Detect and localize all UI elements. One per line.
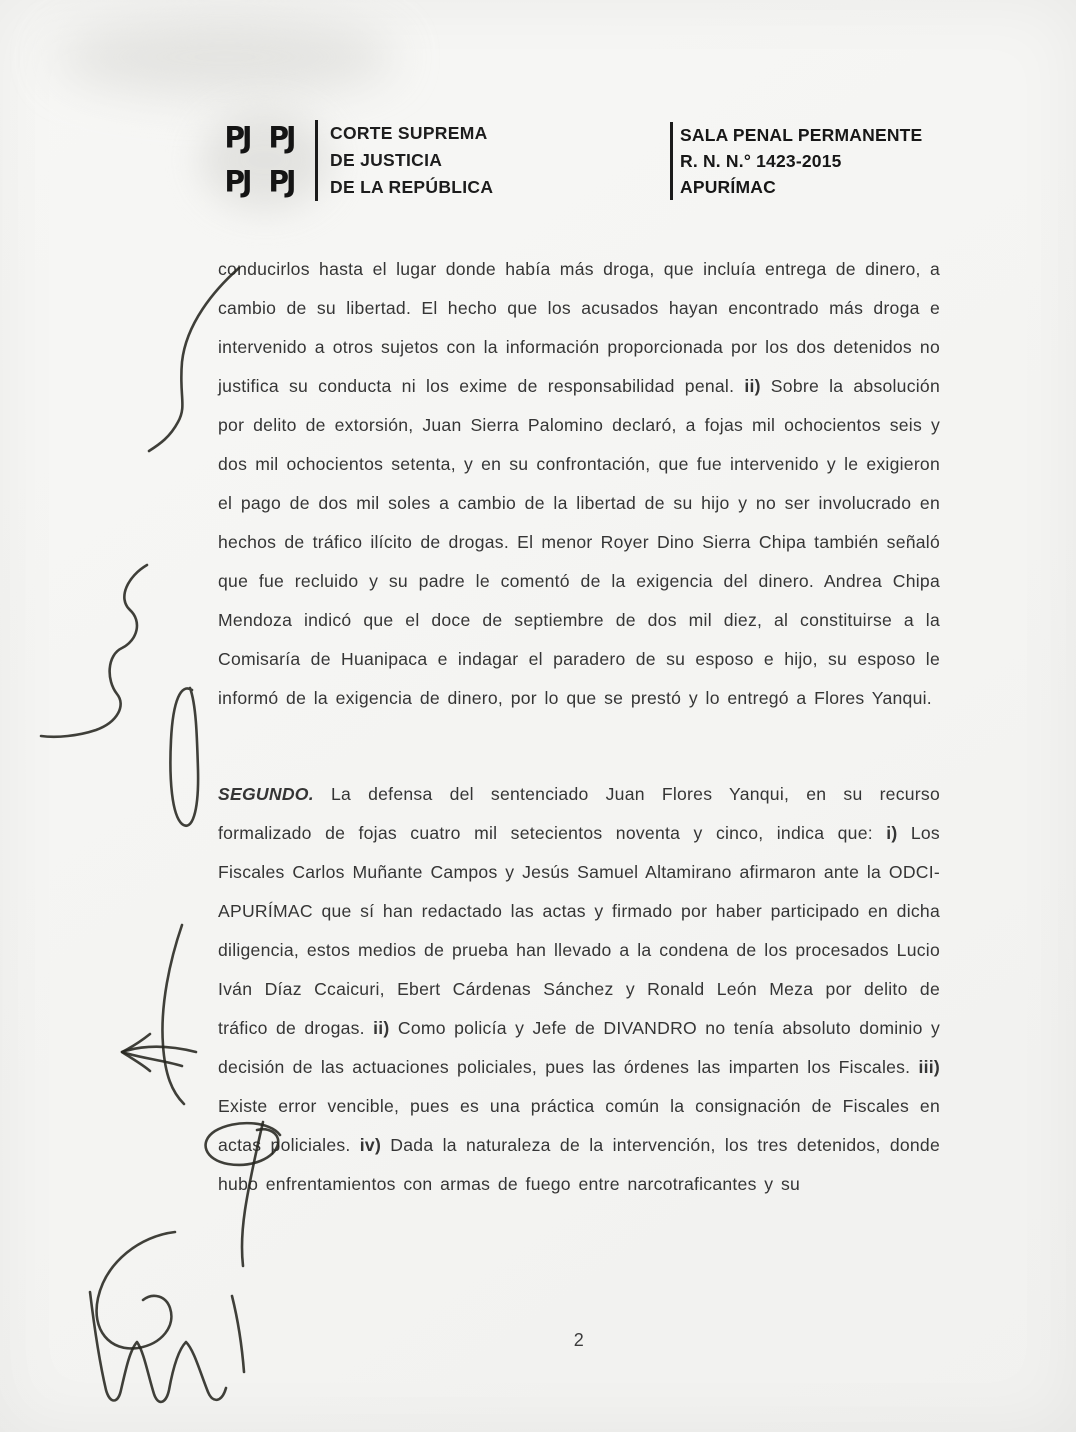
text-run: Como policía y Jefe de DIVANDRO no tenía absoluto dominio y decisión de las actuaciones policiales, pues las órdenes las imparten los Fiscales.: [218, 1018, 940, 1077]
logo-glyph: PJ: [268, 164, 294, 199]
document-body: [218, 250, 940, 1204]
case-district: APURÍMAC: [680, 177, 776, 197]
pen-stroke-zigzag: [90, 1292, 226, 1402]
text-run-bold: ii): [744, 376, 761, 396]
paragraph-2: [218, 775, 940, 1204]
logo-glyph: PJ: [224, 164, 250, 199]
text-run: La defensa del sentenciado Juan Flores Yanqui, en su recurso formalizado de fojas cuatro mil setecientos noventa y cinco, indica que:: [218, 784, 940, 843]
poder-judicial-logo-icon: [215, 116, 303, 204]
pen-stroke-squiggle: [41, 565, 147, 737]
chamber-name: SALA PENAL PERMANENTE: [680, 125, 923, 145]
text-run-bold: iii): [918, 1057, 940, 1077]
pen-stroke-loop: [170, 688, 198, 826]
logo-glyph: PJ: [224, 120, 250, 155]
section-label: SEGUNDO.: [218, 784, 314, 804]
header-institution-block: [215, 116, 493, 204]
text-run-bold: ii): [373, 1018, 390, 1038]
text-run: Los Fiscales Carlos Muñante Campos y Jesús Samuel Altamirano afirmaron ante la ODCI-APURÍMAC que sí han redactado las actas y firmado por haber participado en dicha diligencia, estos medios de prueba han llevado a la condena de los procesados Lucio Iván Díaz Ccaicuri, Ebert Cárdenas Sánchez y Ronald León Meza por delito de tráfico de drogas.: [218, 823, 940, 1038]
pen-stroke-c-loop: [97, 1232, 175, 1348]
text-run-bold: i): [886, 823, 898, 843]
text-run: Dada la naturaleza de la intervención, los tres detenidos, donde hubo enfrentamientos con armas de fuego entre narcotraficantes y su: [218, 1135, 941, 1194]
institution-line: DE LA REPÚBLICA: [330, 176, 494, 197]
institution-line: CORTE SUPREMA: [330, 122, 488, 143]
scan-artifact-blob: [55, 18, 395, 96]
institution-line: DE JUSTICIA: [330, 149, 443, 170]
text-run-bold: iv): [359, 1135, 382, 1155]
institution-name: [315, 120, 493, 201]
pen-stroke-vertical: [162, 925, 184, 1104]
text-run: Sobre la absolución por delito de extorsión, Juan Sierra Palomino declaró, a fojas mil ochocientos seis y dos mil ochocientos setenta, y en su confrontación, que fue intervenido y le exigieron el pago de dos mil soles a cambio de la libertad de su hijo y no ser involucrado en hechos de tráfico ilícito de drogas. El menor Royer Dino Sierra Chipa también señaló que fue recluido y su padre le comentó de la exigencia del dinero. Andrea Chipa Mendoza indicó que el doce de septiembre de dos mil diez, al constituirse a la Comisaría de Huanipaca e indagar el paradero de su esposo e hijo, su esposo le informó de la exigencia de dinero, por lo que se prestó y lo entregó a Flores Yanqui.: [218, 376, 940, 708]
case-number: R. N. N.° 1423-2015: [680, 151, 842, 171]
text-run: Existe error vencible, pues es una práctica común la consignación de Fiscales en actas policiales.: [218, 1096, 940, 1155]
pen-stroke-arrowhead: [122, 1034, 150, 1071]
logo-glyph: PJ: [268, 120, 294, 155]
pen-stroke-arrow: [122, 1047, 196, 1066]
page-number: 2: [573, 1330, 585, 1350]
text-run: conducirlos hasta el lugar donde había más droga, que incluía entrega de dinero, a cambio de su libertad. El hecho que los acusados hayan encontrado más droga e intervenido a otros sujetos con la información proporcionada por los dos detenidos no justifica su conducta ni los exime de responsabilidad penal.: [218, 259, 940, 396]
paragraph-1: [218, 250, 940, 718]
case-reference-block: [670, 122, 922, 200]
